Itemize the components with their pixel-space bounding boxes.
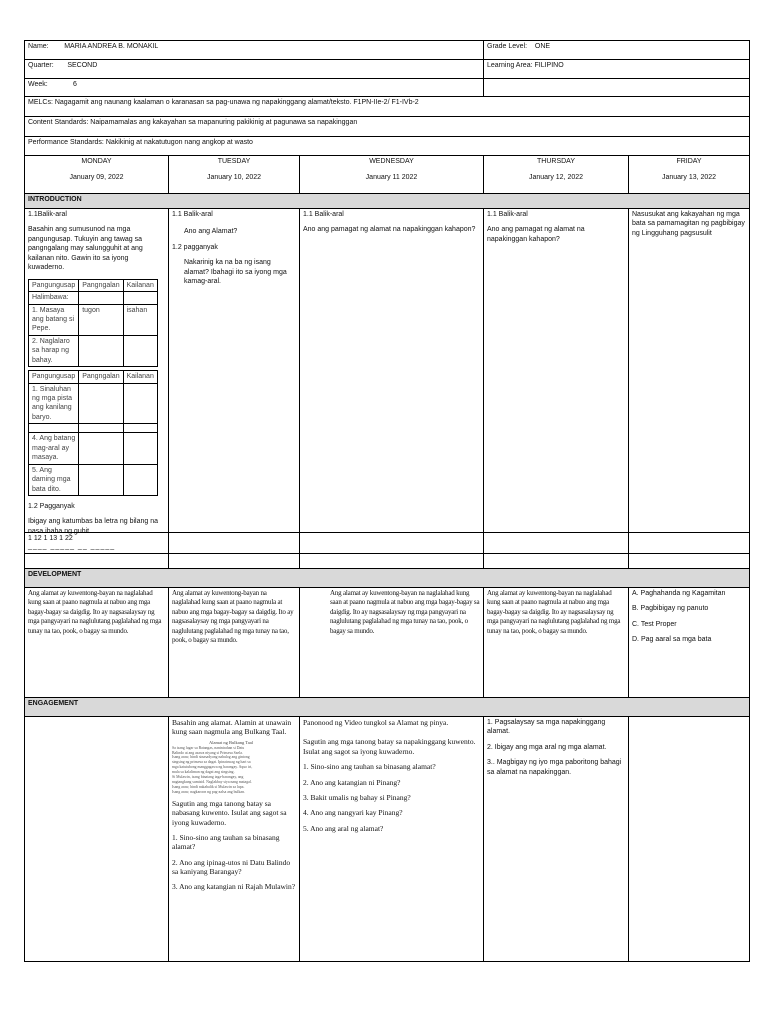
lesson-plan-table-page2: [24, 532, 750, 962]
day-name: FRIDAY: [676, 158, 702, 165]
story-line: Isang araw, hindi nakabalik si Mulawin sa lupa.: [172, 784, 245, 789]
eng-monday: [25, 717, 169, 962]
story-line: mga katutubong manggagawa ng barangay. Aquo iri,: [172, 765, 253, 770]
melcs-cell: [25, 97, 750, 117]
day-date: January 11 2022: [365, 174, 418, 182]
intro-wed-text: Ano ang pamagat ng alamat na napakinggan kahapon?: [303, 226, 476, 234]
story-line: nagtangkang sumisid. Naglakbay siya nang matagal.: [172, 780, 252, 785]
dev-thursday: Ang alamat ay kuwentong-bayan na naglalahad kung saan at paano nagmula at nabuo ang mga bagay-bagay sa daigdig. Ito ay nagsasalaysay ng mga pangyayari na naglulutang paglalahad ng mga tunay na tao, pook, o bagay sa mundo.: [484, 588, 629, 698]
story-title: Alamat ng Bulkang Taal: [209, 739, 253, 745]
performance-standards-cell: [25, 137, 750, 156]
introduction-row: [25, 209, 750, 554]
dev-fri-item: B. Pagbibigay ng panuto: [632, 605, 709, 613]
quarter-value: SECOND: [67, 62, 98, 69]
story-line: mula sa kalaliman ng dagat ang singsing.: [172, 770, 235, 775]
intro-tuesday: [169, 209, 300, 554]
mini-cell: Halimbawa:: [29, 292, 79, 304]
eng-wed-q2: 2. Ano ang katangian ni Pinang?: [303, 777, 401, 787]
area-label: Learning Area:: [487, 62, 533, 69]
empty-cell: [300, 533, 484, 569]
mini-cell: tugon: [79, 304, 123, 335]
eng-friday: [629, 717, 750, 962]
eng-wed-q5: 5. Ano ang aral ng alamat?: [303, 823, 384, 833]
melcs-value: Nagagamit ang naunang kaalaman o karanasan sa pag-unawa ng napakinggang alamat/teksto. F1PN-IIe-2/ F1-IVb-2: [54, 99, 419, 106]
grade-level-cell: [484, 41, 750, 60]
dev-wednesday: Ang alamat ay kuwentong-bayan na naglalahad kung saan at paano nagmula at nabuo ang mga bagay-bagay sa daigdig. Ito ay nagsasalaysay ng mga pangyayari na naglulutang paglalahad ng mga tunay na tao, pook, o bagay sa mundo.: [300, 588, 484, 698]
eng-wed-q-intro: Sagutin ang mga tanong batay sa napakinggang kuwento. Isulat ang sagot sa iyong kuwaderno.: [303, 737, 476, 756]
intro-tue-title2: 1.2 pagganyak: [172, 243, 218, 251]
mini-table-exercise: [28, 370, 158, 496]
grade-value: ONE: [534, 43, 551, 50]
intro-thu-text: Ano ang pamagat ng alamat na napakinggan kahapon?: [487, 226, 585, 243]
empty-cell: [169, 533, 300, 569]
intro-monday: [25, 209, 169, 554]
content-label: Content Standards:: [28, 119, 89, 126]
intro-thu-title: 1.1 Balik-aral: [487, 211, 528, 218]
page2-numbers: 1 12 1 13 1 22: [28, 535, 73, 542]
intro-mon-title: 1.1Balik-aral: [28, 211, 67, 218]
intro-mon-text: Basahin ang sumusunod na mga pangungusap. Tukuyin ang tawag sa pangngalang may salungguhit at ang kailanan nito. Gawin ito sa iyong kuwaderno.: [28, 226, 143, 272]
performance-value: Nakikinig at nakatutugon nang angkop at wasto: [105, 139, 253, 146]
eng-wed-q4: 4. Ano ang nangyari kay Pinang?: [303, 808, 403, 818]
mini-cell: 1. Masaya ang batang si Pepe.: [29, 304, 79, 335]
eng-thu-3: 3.. Magbigay ng iyo mga paboritong bahagi sa alamat na napakinggan.: [487, 759, 622, 776]
eng-tue-intro: Basahin ang alamat. Alamin at unawain kung saan nagmula ang Bulkang Taal.: [172, 718, 292, 737]
dev-fri-item: D. Pag aaral sa mga bata: [632, 636, 712, 644]
mini-header: Pangungusap: [29, 279, 79, 291]
story-line: Balindo at ang asawa niyang si Prinsesa Saela.: [172, 750, 243, 755]
section-introduction: INTRODUCTION: [25, 194, 750, 209]
eng-wednesday: [300, 717, 484, 962]
day-date: January 09, 2022: [69, 174, 124, 182]
eng-tue-q1: 1. Sino-sino ang tauhan sa binasang alamat?: [172, 832, 280, 852]
eng-thursday: [484, 717, 629, 962]
empty-cell: [484, 533, 629, 569]
mini-header: Pangngalan: [79, 279, 123, 291]
mini-cell: 1. Sinaluhan ng mga pista ang kanilang baryo.: [29, 383, 79, 424]
day-wednesday: [300, 156, 484, 194]
answer-blanks: ____ _____ __ _____: [28, 543, 116, 551]
dev-friday: [629, 588, 750, 698]
page2-numbers-cell: [25, 533, 169, 569]
intro-tue-text: Nakarinig ka na ba ng isang alamat? Ibahagi ito sa iyong mga kamag-aral.: [184, 259, 287, 286]
day-date: January 10, 2022: [206, 174, 262, 182]
content-value: Naipamamalas ang kakayahan sa mapanuring pakikinig at pagunawa sa napakinggan: [90, 119, 358, 126]
day-monday: [25, 156, 169, 194]
mini-cell: 5. Ang daming mga bata dito.: [29, 464, 79, 495]
day-date: January 12, 2022: [528, 174, 584, 182]
mini-header: Kailanan: [123, 279, 157, 291]
days-row: [25, 156, 750, 194]
eng-thu-2: 2. Ibigay ang mga aral ng mga alamat.: [487, 743, 607, 751]
dev-fri-item: A. Paghahanda ng Kagamitan: [632, 590, 726, 597]
intro-mon-text2: Ibigay ang katumbas ba letra ng bilang na nasa ibaba ng guhit.: [28, 518, 158, 535]
quarter-label: Quarter:: [28, 62, 54, 69]
area-value: FILIPINO: [534, 62, 564, 69]
day-thursday: [484, 156, 629, 194]
header-table: [24, 40, 750, 97]
eng-wed-intro: Panonood ng Video tungkol sa Alamat ng pinya.: [303, 718, 449, 727]
mini-cell: 2. Naglalaro sa harap ng bahay.: [29, 335, 79, 366]
intro-mon-title2: 1.2 Pagganyak: [28, 502, 75, 510]
section-engagement: ENGAGEMENT: [25, 698, 750, 717]
mini-cell: 4. Ang batang mag-aral ay masaya.: [29, 433, 79, 464]
day-name: MONDAY: [81, 158, 112, 165]
intro-thursday: [484, 209, 629, 554]
story-line: singsing ng prinsesa sa dagat. Ipinatawag ng hari sa: [172, 760, 251, 765]
mini-header: Pangngalan: [79, 371, 123, 383]
story-line: Isang araw, hindi sinasadyang nahulog ang gintong: [172, 755, 250, 760]
intro-wednesday: [300, 209, 484, 554]
eng-tue-q2: 2. Ano ang ipinag-utos ni Datu Balindo sa kaniyang Barangay?: [172, 857, 291, 877]
day-name: TUESDAY: [217, 158, 251, 165]
dev-monday: Ang alamat ay kuwentong-bayan na naglalahad kung saan at paano nagmula at nabuo ang mga bagay-bagay sa daigdig. Ito ay nagsasalaysay ng mga pangyayari na naglulutang paglalahad ng mga tunay na tao, pook, o bagay sa mundo.: [25, 588, 169, 698]
intro-tue-title: 1.1 Balik-aral: [172, 211, 213, 218]
day-date: January 13, 2022: [661, 174, 717, 182]
standards-table: [24, 96, 750, 554]
grade-label: Grade Level:: [487, 43, 528, 50]
week-value: 6: [73, 81, 77, 88]
empty-cell: [629, 533, 750, 569]
eng-wed-q1: 1. Sino-sino ang tauhan sa binasang alamat?: [303, 762, 436, 772]
mini-cell: [29, 424, 79, 433]
intro-fri-text: Nasusukat ang kakayahan ng mga bata sa pamamagitan ng pagbibigay ng Lingguhang pagsusulit: [632, 211, 745, 237]
quarter-cell: [25, 60, 484, 79]
name-label: Name:: [28, 43, 49, 50]
eng-thu-1: 1. Pagsalaysay sa mga napakinggang alamat.: [487, 719, 606, 736]
eng-tue-q-intro: Sagutin ang mga tanong batay sa nabasang kuwento. Isulat ang sagot sa iyong kuwaderno.: [172, 798, 287, 827]
story-image: [172, 740, 290, 795]
melcs-label: MELCs:: [28, 99, 53, 106]
eng-wed-q3: 3. Bakit umalis ng bahay si Pinang?: [303, 792, 411, 802]
intro-friday: [629, 209, 750, 554]
content-standards-cell: [25, 117, 750, 137]
eng-tue-q3: 3. Ano ang katangian ni Rajah Mulawin?: [172, 882, 296, 892]
performance-label: Performance Standards:: [28, 139, 104, 146]
day-name: WEDNESDAY: [369, 158, 414, 165]
engagement-row: [25, 717, 750, 962]
week-right-cell: [484, 79, 750, 97]
mini-header: Pangungusap: [29, 371, 79, 383]
day-name: THURSDAY: [537, 158, 575, 165]
development-row: [25, 588, 750, 698]
section-development: DEVELOPMENT: [25, 569, 750, 588]
intro-continued-row: [25, 533, 750, 569]
story-line: Si Mulawin, isang binatang taga-barangay, ang: [172, 775, 244, 780]
teacher-name: MARIA ANDREA B. MONAKIL: [64, 43, 159, 50]
mini-table-example: [28, 279, 158, 368]
week-label: Week:: [28, 81, 48, 88]
story-line: Isang araw, nagkaroon ng pag-aalsa ang bulkan.: [172, 789, 245, 794]
intro-tue-q1: Ano ang Alamat?: [184, 228, 238, 236]
eng-tuesday: [169, 717, 300, 962]
intro-wed-title: 1.1 Balik-aral: [303, 211, 344, 218]
name-cell: [25, 41, 484, 60]
mini-header: Kailanan: [123, 371, 157, 383]
story-line: Sa isang lugar sa Batangas, naninirahan si Datu: [172, 745, 245, 750]
dev-tuesday: Ang alamat ay kuwentong-bayan na naglalahad kung saan at paano nagmula at nabuo ang mga bagay-bagay sa daigdig. Ito ay nagsasalaysay ng mga pangyayari na naglulutang paglalahad ng mga tunay na tao, pook, o bagay sa mundo.: [169, 588, 300, 698]
week-cell: [25, 79, 484, 97]
day-tuesday: [169, 156, 300, 194]
learning-area-cell: [484, 60, 750, 79]
dev-fri-item: C. Test Proper: [632, 620, 677, 628]
mini-cell: isahan: [123, 304, 157, 335]
day-friday: [629, 156, 750, 194]
